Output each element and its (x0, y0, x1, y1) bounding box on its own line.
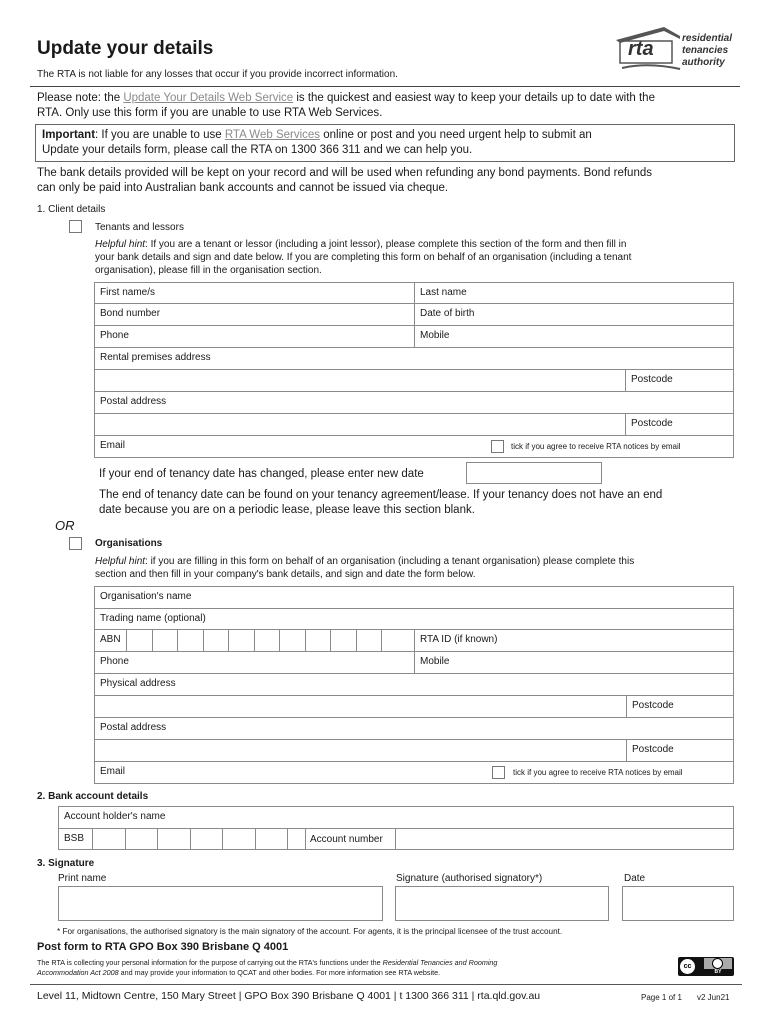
mobile-field[interactable]: Mobile (414, 325, 734, 348)
phone-field[interactable]: Phone (94, 325, 415, 348)
attribution-icon (712, 958, 723, 969)
footer-rule (30, 984, 742, 985)
organisations-checkbox[interactable] (69, 537, 82, 550)
date-field[interactable] (622, 886, 734, 921)
update-details-link[interactable]: Update Your Details Web Service (123, 92, 294, 104)
or-divider: OR (55, 518, 75, 533)
account-holder-field[interactable]: Account holder's name (58, 806, 734, 829)
account-number-label: Account number (305, 828, 396, 850)
postal-postcode-field[interactable]: Postcode (625, 413, 734, 436)
date-label: Date (624, 873, 646, 884)
org-postal-address-line-2[interactable] (94, 739, 627, 762)
trading-name-field[interactable]: Trading name (optional) (94, 608, 734, 630)
account-number-field[interactable] (395, 828, 734, 850)
tenant-email-consent-label: tick if you agree to receive RTA notices by email (511, 442, 681, 451)
footer-address: Level 11, Midtown Centre, 150 Mary Street | GPO Box 390 Brisbane Q 4001 | t 1300 366 311 | rta.qld.gov.au (37, 990, 541, 1002)
physical-address-line-2[interactable] (94, 695, 627, 718)
abn-digit-box[interactable] (330, 629, 356, 652)
org-mobile-field[interactable]: Mobile (414, 651, 734, 674)
bond-number-field[interactable]: Bond number (94, 303, 415, 326)
org-postal-postcode-field[interactable]: Postcode (626, 739, 734, 762)
cc-icon: cc (680, 959, 695, 974)
org-postal-address-field[interactable]: Postal address (94, 717, 734, 740)
rta-id-field[interactable]: RTA ID (if known) (414, 629, 734, 652)
end-date-field[interactable] (466, 462, 602, 484)
bsb-digit-box[interactable] (222, 828, 223, 850)
important-box: Important: If you are unable to use RTA Web Services online or post and you need urgent help to submit an Update your details form, please call the RTA on 1300 366 311 and we can help you. (35, 124, 735, 162)
physical-postcode-field[interactable]: Postcode (626, 695, 734, 718)
section-1-title: 1. Client details (37, 204, 106, 215)
org-email-consent-checkbox[interactable] (492, 766, 505, 779)
organisations-hint: Helpful hint: if you are filling in this form on behalf of an organisation (including a tenant organisation) please complete this section and then fill in your company's bank details, and sign and date the form below. (95, 556, 635, 580)
post-to: Post form to RTA GPO Box 390 Brisbane Q 4001 (37, 941, 289, 953)
first-name-field[interactable]: First name/s (94, 282, 415, 304)
abn-digit-box[interactable] (381, 629, 407, 652)
header-rule (30, 86, 740, 87)
end-date-label: If your end of tenancy date has changed, please enter new date (99, 468, 424, 480)
rta-web-services-link[interactable]: RTA Web Services (224, 129, 321, 141)
privacy-notice: The RTA is collecting your personal information for the purpose of carrying out the RTA's functions under the Residential Tenancies and Rooming Accommodation Act 2008 and may provide your information to QCAT and other bodies. For more information see RTA website. (37, 958, 498, 977)
org-email-consent-label: tick if you agree to receive RTA notices by email (513, 768, 683, 777)
end-date-note: The end of tenancy date can be found on your tenancy agreement/lease. If your tenancy does not have an end date because you are on a periodic lease, please leave this section blank. (99, 489, 663, 516)
rental-postcode-field[interactable]: Postcode (625, 369, 734, 392)
physical-address-field[interactable]: Physical address (94, 673, 734, 696)
bsb-digit-box[interactable] (287, 828, 288, 850)
email-field[interactable]: Email (94, 435, 734, 458)
version: v2 Jun21 (697, 993, 730, 1002)
bsb-digit-box[interactable] (190, 828, 191, 850)
logo-mark: rta (628, 38, 654, 60)
print-name-label: Print name (58, 873, 107, 884)
org-name-field[interactable]: Organisation's name (94, 586, 734, 609)
disclaimer: The RTA is not liable for any losses that occur if you provide incorrect information. (37, 69, 398, 80)
dob-field[interactable]: Date of birth (414, 303, 734, 326)
abn-digit-box[interactable] (177, 629, 203, 652)
tenants-title: Tenants and lessors (95, 222, 184, 233)
abn-digit-box[interactable] (152, 629, 178, 652)
tenants-checkbox[interactable] (69, 220, 82, 233)
abn-field[interactable]: ABN (94, 629, 415, 652)
creative-commons-badge (678, 957, 734, 976)
bank-note: The bank details provided will be kept on your record and will be used when refunding any bond payments. Bond refunds can only be paid into Australian bank accounts and cannot be issued via cheque. (37, 167, 652, 194)
abn-digit-box[interactable] (126, 629, 152, 652)
rental-address-field[interactable]: Rental premises address (94, 347, 734, 370)
print-name-field[interactable] (58, 886, 383, 921)
page-title: Update your details (37, 38, 214, 59)
bsb-field[interactable]: BSB (58, 828, 395, 850)
rta-logo (612, 24, 744, 76)
footnote: * For organisations, the authorised signatory is the main signatory of the account. For agents, it is the principal licensee of the trust account. (57, 927, 563, 936)
abn-digit-box[interactable] (356, 629, 382, 652)
bsb-digit-box[interactable] (92, 828, 93, 850)
bsb-digit-box[interactable] (255, 828, 256, 850)
abn-digit-box[interactable] (228, 629, 254, 652)
logo-line-2: tenancies (682, 45, 729, 56)
signature-label: Signature (authorised signatory*) (396, 873, 543, 884)
rental-address-line-2[interactable] (94, 369, 626, 392)
abn-digit-box[interactable] (254, 629, 280, 652)
logo-line-3: authority (682, 57, 725, 68)
last-name-field[interactable]: Last name (414, 282, 734, 304)
abn-digit-box[interactable] (279, 629, 305, 652)
note: Please note: the Update Your Details Web Service is the quickest and easiest way to keep your details up to date with the RTA. Only use this form if you are unable to use RTA Web Services. (37, 92, 655, 119)
postal-address-line-2[interactable] (94, 413, 626, 436)
postal-address-field[interactable]: Postal address (94, 391, 734, 414)
abn-digit-box[interactable] (305, 629, 331, 652)
bsb-digit-box[interactable] (125, 828, 126, 850)
organisations-title: Organisations (95, 538, 163, 549)
by-label: BY (714, 969, 722, 975)
tenants-hint: Helpful hint: If you are a tenant or lessor (including a joint lessor), please complete this section of the form and then fill in your bank details and sign and date below. If you are completing this form on behalf of an organisation (including a tenant organisation), please fill in the organisation section. (95, 239, 632, 276)
page-number: Page 1 of 1 (641, 993, 682, 1002)
logo-line-1: residential (682, 33, 733, 44)
org-email-field[interactable]: Email (94, 761, 734, 784)
org-phone-field[interactable]: Phone (94, 651, 415, 674)
section-2-title: 2. Bank account details (37, 791, 149, 802)
tenant-email-consent-checkbox[interactable] (491, 440, 504, 453)
signature-field[interactable] (395, 886, 609, 921)
section-3-title: 3. Signature (37, 858, 95, 869)
bsb-digit-box[interactable] (157, 828, 158, 850)
abn-digit-box[interactable] (203, 629, 229, 652)
